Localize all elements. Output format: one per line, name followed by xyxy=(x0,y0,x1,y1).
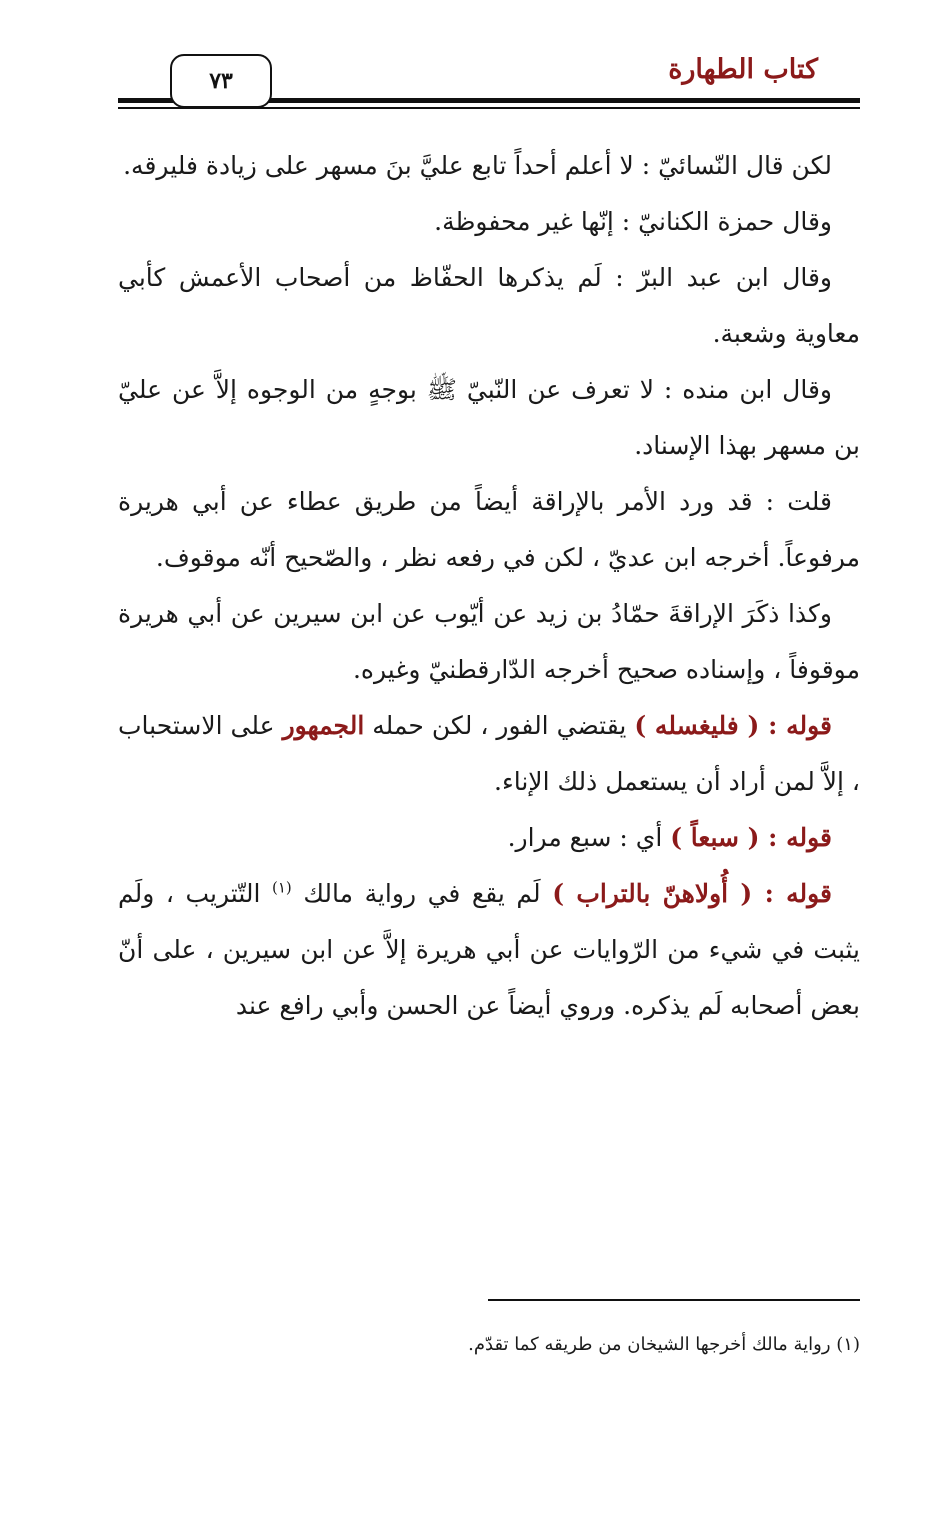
commentary-paragraph xyxy=(118,698,860,810)
book-title: كتاب الطهارة xyxy=(668,54,818,85)
commentary-label: قوله : ( سبعاً ) xyxy=(670,823,832,852)
commentary-paragraph xyxy=(118,866,860,1034)
paragraph: وقال ابن منده : لا تعرف عن النّبيّ ﷺ بوجهٍ من الوجوه إلاَّ عن عليّ بن مسهر بهذا الإسناد. xyxy=(118,375,860,460)
paragraph-text: يقتضي الفور ، لكن حمله xyxy=(364,711,635,740)
highlighted-term: الجمهور xyxy=(282,711,365,740)
paragraph-text: على الاستحباب ، إلاَّ لمن أراد أن يستعمل ذلك الإناء. xyxy=(118,711,860,796)
page-header xyxy=(118,50,860,110)
paragraph-text: التّتريب ، ولَم يثبت في شيء من الرّوايات عن أبي هريرة إلاَّ عن ابن سيرين ، على أنّ بعض أصحابه لَم يذكره. وروي أيضاً عن الحسن وأبي رافع عند xyxy=(118,879,860,1020)
footnote-separator xyxy=(488,1299,860,1301)
footnote-reference[interactable]: (١) xyxy=(272,878,292,897)
paragraph: قلت : قد ورد الأمر بالإراقة أيضاً من طريق عطاء عن أبي هريرة مرفوعاً. أخرجه ابن عديّ ، لكن في رفعه نظر ، والصّحيح أنّه موقوف. xyxy=(118,487,860,572)
commentary-label: قوله : ( أُولاهنّ بالتراب ) xyxy=(552,879,832,908)
paragraph-text: لَم يقع في رواية مالك xyxy=(291,879,553,908)
page-number: ٧٣ xyxy=(170,54,272,108)
main-text xyxy=(118,138,860,1034)
paragraph: لكن قال النّسائيّ : لا أعلم أحداً تابع عليَّ بنَ مسهر على زيادة فليرقه. xyxy=(123,151,832,180)
paragraph: وقال حمزة الكنانيّ : إنّها غير محفوظة. xyxy=(434,207,832,236)
commentary-paragraph xyxy=(118,810,860,866)
paragraph-text: أي : سبع مرار. xyxy=(507,823,671,852)
paragraph: وقال ابن عبد البرّ : لَم يذكرها الحفّاظ من أصحاب الأعمش كأبي معاوية وشعبة. xyxy=(118,263,860,348)
footnote: (١) رواية مالك أخرجها الشيخان من طريقه كما تقدّم. xyxy=(468,1334,860,1355)
paragraph: وكذا ذكَرَ الإراقةَ حمّادُ بن زيد عن أيّوب عن ابن سيرين عن أبي هريرة موقوفاً ، وإسناده صحيح أخرجه الدّارقطنيّ وغيره. xyxy=(118,599,860,684)
commentary-label: قوله : ( فليغسله ) xyxy=(634,711,832,740)
